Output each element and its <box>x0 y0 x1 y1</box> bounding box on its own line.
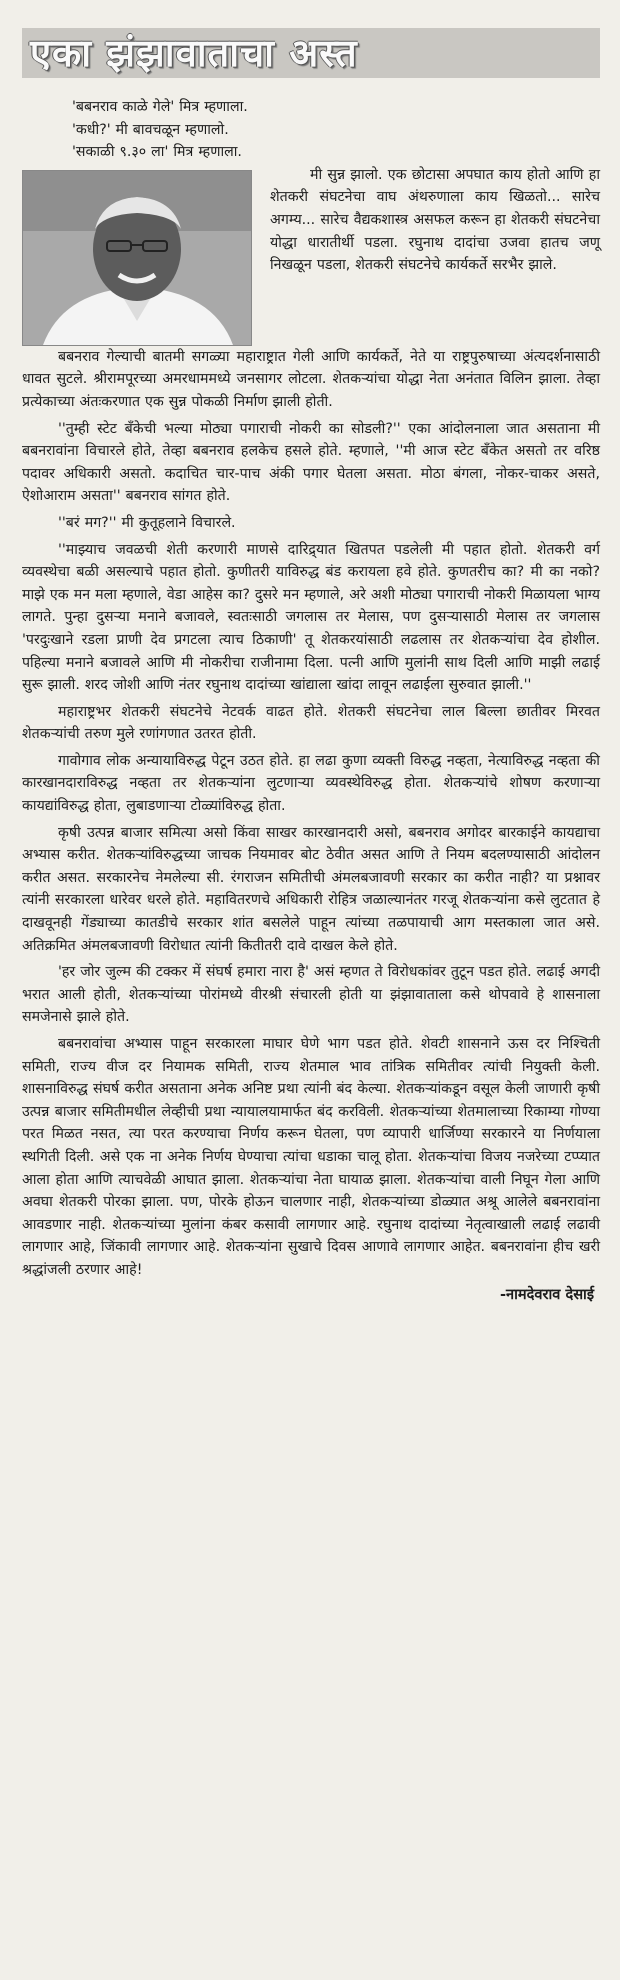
photo-side-text <box>270 164 600 346</box>
portrait-photo <box>22 170 252 346</box>
photo-section <box>22 164 600 346</box>
author-signature: -नामदेवराव देसाई <box>499 1285 594 1303</box>
article-paragraph: कृषी उत्पन्न बाजार समित्या असो किंवा साखर कारखानदारी असो, बबनराव अगोदर बारकाईने कायद्याचा अभ्यास करीत. शेतकऱ्यांविरुद्धच्या जाचक नियमावर बोट ठेवीत असत आणि ते नियम बदलण्यासाठी आंदोलन करीत असत. सरकारनेच नेमलेल्या सी. रंगराजन समितीची अंमलबजावणी सरकार का करीत नाही? या प्रश्नावर त्यांनी सरकारला धारेवर धरले होते. महावितरणचे अधिकारी रोहित्र जळाल्यानंतर गरजू शेतकऱ्यांना कसे लुटतात हे दाखवूनही गेंड्याच्या कातडीचे सरकार शांत बसलेले पाहून त्यांच्या तळपायाची आग मस्तकाला जात असे. अतिक्रमित अंमलबजावणी विरोधात त्यांनी कितीतरी दावे दाखल केले होते. <box>22 824 600 954</box>
article-headline: एका झंझावाताचा अस्त <box>22 28 600 78</box>
intro-dialogue <box>22 96 600 164</box>
article-paragraph: ''बरं मग?'' मी कुतूहलाने विचारले. <box>58 514 236 531</box>
article-body <box>22 346 600 1282</box>
intro-line: 'बबनराव काळे गेले' मित्र म्हणाला. <box>72 99 248 115</box>
article-paragraph: मी सुन्न झालो. एक छोटासा अपघात काय होतो आणि हा शेतकरी संघटनेचा वाघ अंथरुणाला काय खिळतो... सारेच अगम्य... सारेच वैद्यकशास्त्र असफल करून हा शेतकरी संघटनेचा योद्धा धारातीर्थी पडला. रघुनाथ दादांचा उजवा हातच जणू निखळून पडला, शेतकरी संघटनेचे कार्यकर्ते सरभैर झाले. <box>270 166 600 274</box>
article-paragraph: गावोगाव लोक अन्यायाविरुद्ध पेटून उठत होते. हा लढा कुणा व्यक्ती विरुद्ध नव्हता, नेत्याविरुद्ध नव्हता की कारखानदाराविरुद्ध नव्हता तर शेतकऱ्यांना लुटणाऱ्या व्यवस्थेविरुद्ध होता. शेतकऱ्यांचे शोषण करणाऱ्या कायद्यांविरुद्ध होता, लुबाडणाऱ्या टोळ्यांविरुद्ध होता. <box>22 752 600 815</box>
portrait-illustration <box>23 171 251 345</box>
article-paragraph: 'हर जोर जुल्म की टक्कर में संघर्ष हमारा नारा है' असं म्हणत ते विरोधकांवर तुटून पडत होते. लढाई अगदी भरात आली होती, शेतकऱ्यांच्या पोरांमध्ये वीरश्री संचारली होती या झंझावाताला कसे थोपवावे हे शासनाला समजेनासे झाले होते. <box>22 964 600 1026</box>
article-paragraph: ''तुम्ही स्टेट बँकेची भल्या मोठ्या पगाराची नोकरी का सोडली?'' एका आंदोलनाला जात असताना मी बबनरावांना विचारले होते, तेव्हा बबनराव हलकेच हसले होते. म्हणाले, ''मी आज स्टेट बँकेत असतो तर वरिष्ठ पदावर अधिकारी असतो. कदाचित चार-पाच अंकी पगार घेतला असता. मोठा बंगला, नोकर-चाकर असते, ऐशोआराम असता'' बबनराव सांगत होते. <box>22 420 600 505</box>
article-paragraph: बबनरावांचा अभ्यास पाहून सरकारला माघार घेणे भाग पडत होते. शेवटी शासनाने ऊस दर निश्चिती समिती, राज्य वीज दर नियामक समिती, राज्य शेतमाल भाव तांत्रिक समितीवर त्यांची नियुक्ती केली. शासनाविरुद्ध संघर्ष करीत असताना अनेक अनिष्ट प्रथा त्यांनी बंद केल्या. शेतकऱ्यांकडून वसूल केली जाणारी कृषी उत्पन्न बाजार समितीमधील लेव्हीची प्रथा न्यायालयामार्फत बंद करविली. शेतकऱ्यांच्या शेतमालाच्या रिकाम्या गोण्या परत मिळत नसत, त्या परत करण्याचा निर्णय करून घेतला, पण व्यापारी धार्जिण्या सरकारने या निर्णयाला स्थगिती दिली. असे एक ना अनेक निर्णय घेण्याचा त्यांचा धडाका चालू होता. शेतकऱ्यांचा विजय नजरेच्या टप्प्यात आला होता आणि त्याचवेळी आघात झाला. शेतकऱ्यांचा नेता घायाळ झाला. शेतकऱ्यांचा वाली निघून गेला आणि अवघा शेतकरी पोरका झाला. पण, पोरके होऊन चालणार नाही, शेतकऱ्यांच्या डोळ्यात अश्रू आलेले बबनरावांना आवडणार नाही. शेतकऱ्यांच्या मुलांना कंबर कसावी लागणार आहे. रघुनाथ दादांच्या नेतृत्वाखाली लढाई लढावी लागणार आहे, जिंकावी लागणार आहे. शेतकऱ्यांना सुखाचे दिवस आणावे लागणार आहेत. बबनरावांना हीच खरी श्रद्धांजली ठरणार आहे! <box>22 1036 600 1278</box>
intro-line: 'सकाळी ९.३० ला' मित्र म्हणाला. <box>72 144 242 161</box>
intro-line: 'कधी?' मी बावचळून म्हणालो. <box>72 121 229 138</box>
article-paragraph: बबनराव गेल्याची बातमी सगळ्या महाराष्ट्रात गेली आणि कार्यकर्ते, नेते या राष्ट्रपुरुषाच्या अंत्यदर्शनासाठी धावत सुटले. श्रीरामपूरच्या अमरधाममध्ये जनसागर लोटला. शेतकऱ्यांचा योद्धा नेता अनंतात विलिन झाला. तेव्हा प्रत्येकाच्या अंतःकरणात एक सुन्न पोकळी निर्माण झाली होती. <box>22 348 600 410</box>
article-paragraph: ''माझ्याच जवळची शेती करणारी माणसे दारिद्र्यात खितपत पडलेली मी पहात होतो. शेतकरी वर्ग व्यवस्थेचा बळी असल्याचे पहात होतो. कुणीतरी याविरुद्ध बंड करायला हवे होते. कुणतरीच का? मी का नको? माझे एक मन मला म्हणाले, वेडा आहेस का? दुसरे मन म्हणाले, अरे अशी मोठ्या पगाराची नोकरी मिळायला भाग्य लागते. पुन्हा दुसऱ्या मनाने बजावले, स्वतःसाठी जगलास तर मेलास, पण दुसऱ्यासाठी मेलास तर जगलास 'परदुःखाने रडला प्राणी देव प्रगटला त्याच ठिकाणी' तू शेतकरयांसाठी लढलास तर शेतकऱ्यांचा देव होशील. पहिल्या मनाने बजावले आणि मी नोकरीचा राजीनामा दिला. पत्नी आणि मुलांनी साथ दिली आणि माझी लढाई सुरू झाली. शरद जोशी आणि नंतर रघुनाथ दादांच्या खांद्याला खांदा लावून लढाईला सुरुवात झाली.'' <box>22 541 600 694</box>
article-paragraph: महाराष्ट्रभर शेतकरी संघटनेचे नेटवर्क वाढत होते. शेतकरी संघटनेचा लाल बिल्ला छातीवर मिरवत शेतकऱ्यांची तरुण मुले रणांगणात उतरत होती. <box>22 703 600 743</box>
